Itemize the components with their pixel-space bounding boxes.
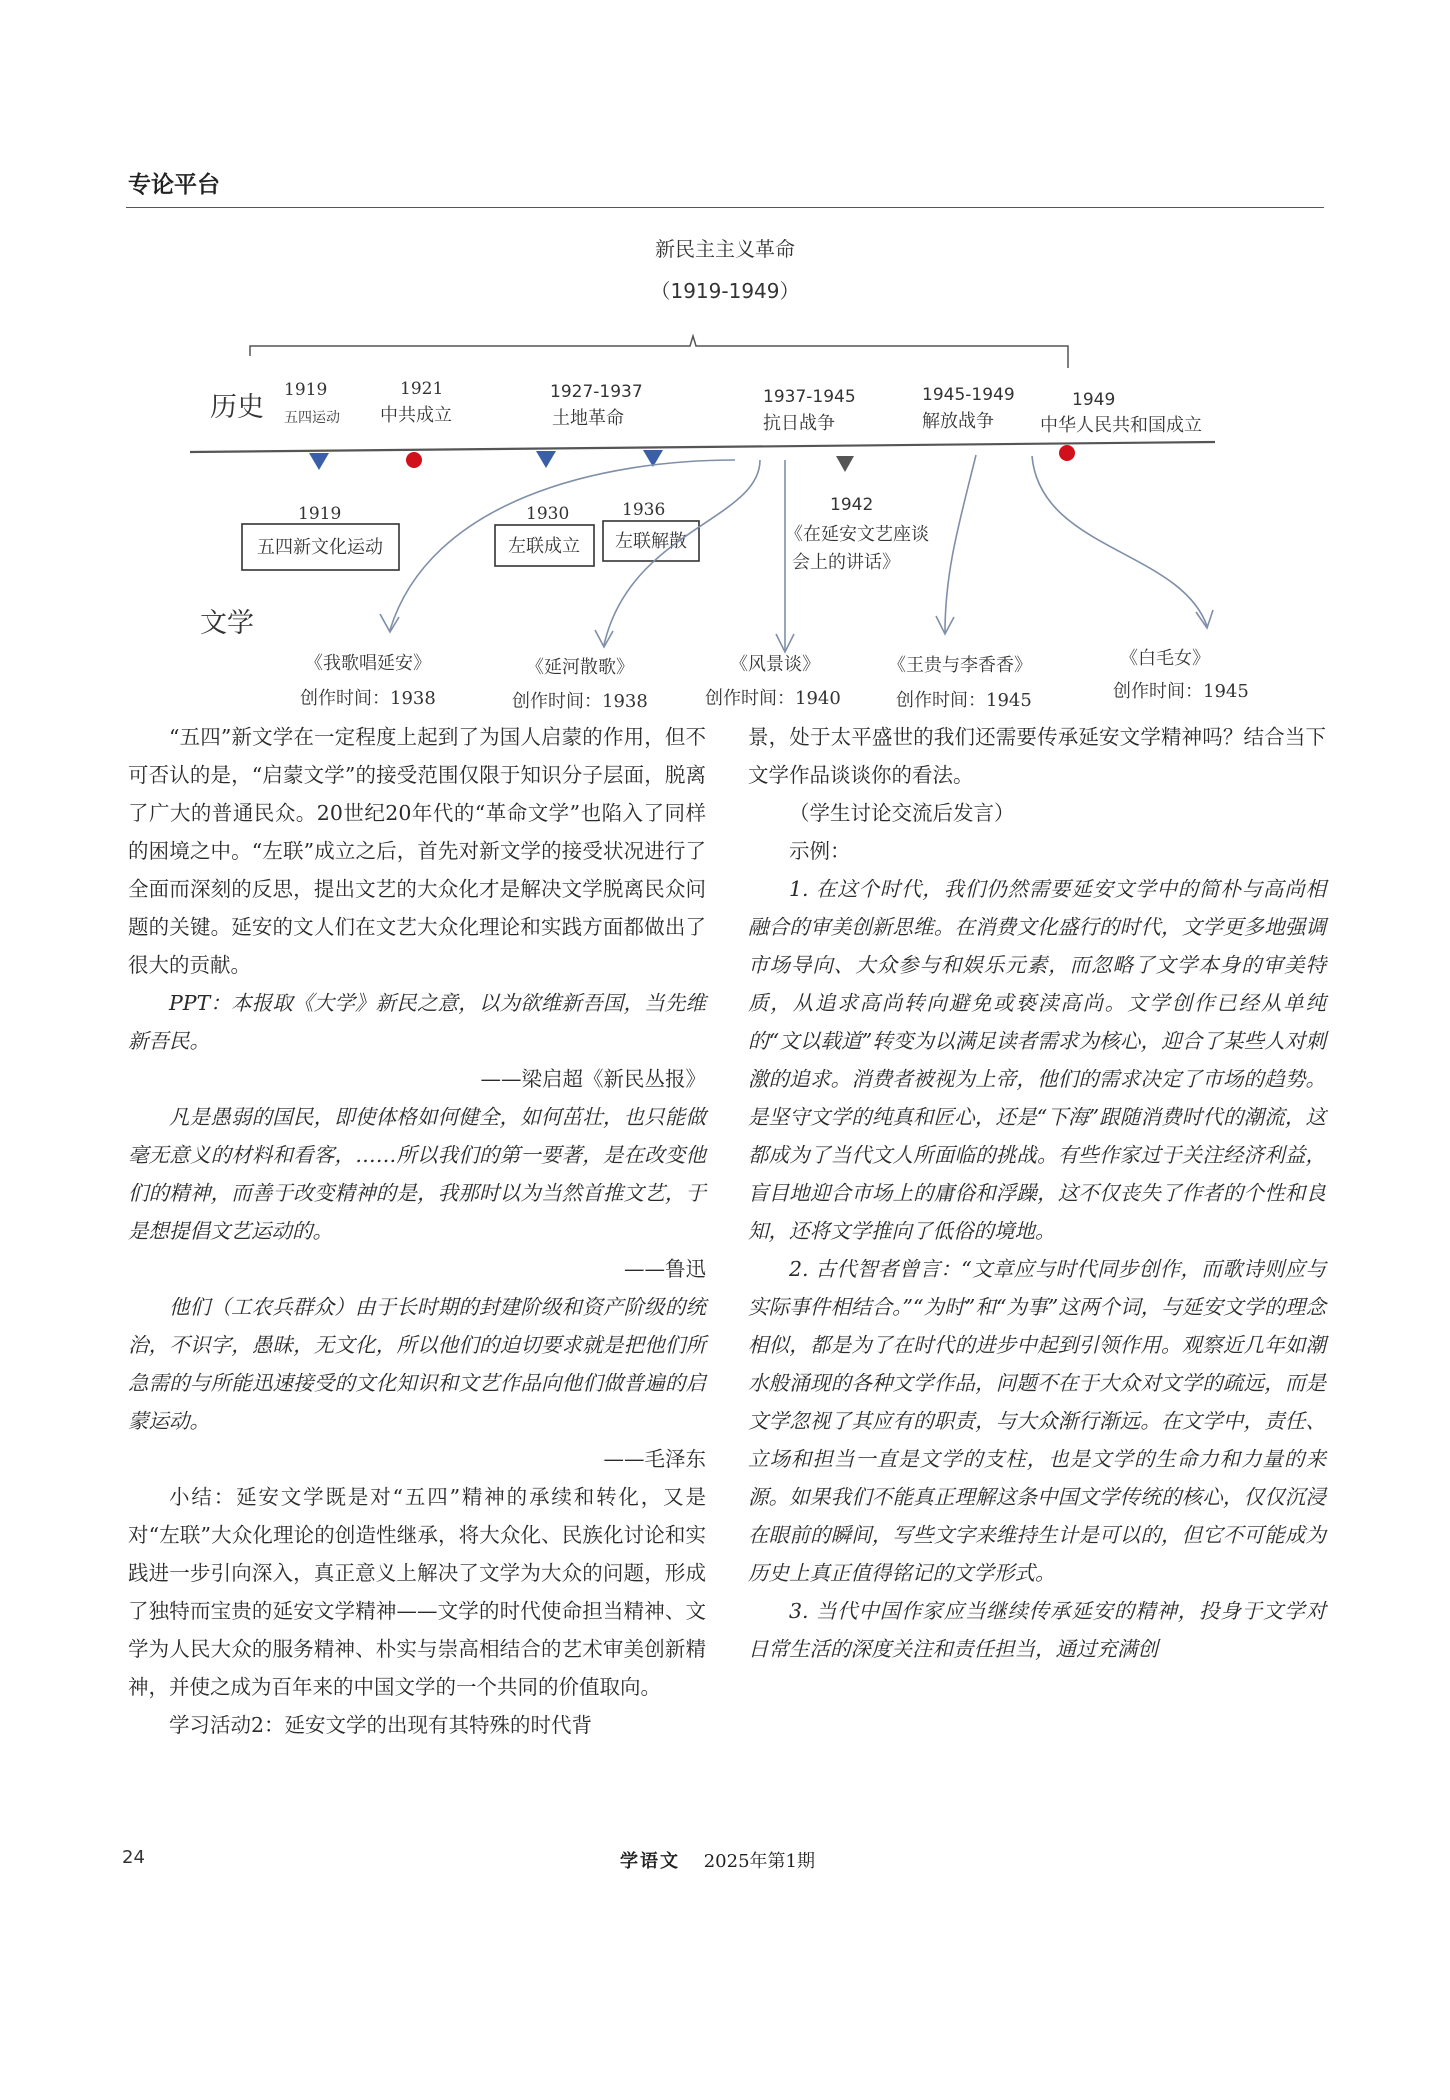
history-label: 历史: [210, 392, 264, 423]
page-number: 24: [122, 1847, 145, 1868]
literary-event: [495, 504, 594, 566]
example-paragraph: 3. 当代中国作家应当继续传承延安的精神，投身于文学对日常生活的深度关注和责任担当，通过充满创: [748, 1599, 1326, 1661]
history-event-year: 1919: [284, 380, 328, 400]
history-event-year: 1949: [1072, 390, 1116, 410]
literary-event-name: 五四新文化运动: [257, 537, 383, 558]
history-event: [550, 382, 643, 429]
journal-issue: 2025年第1期: [703, 1851, 815, 1872]
work-time: 创作时间：1945: [896, 690, 1032, 711]
body-paragraph: “五四”新文学在一定程度上起到了为国人启蒙的作用，但不可否认的是，“启蒙文学”的接受范围仅限于知识分子层面，脱离了广大的普通民众。20世纪20年代的“革命文学”也陷入了同样的困境之中。“左联”成立之后，首先对新文学的接受状况进行了全面而深刻的反思，提出文艺的大众化才是解决文学脱离民众问题的关键。延安的文人们在文艺大众化理论和实践方面都做出了很大的贡献。: [128, 725, 706, 977]
influence-arrow: [604, 460, 760, 645]
literary-event-name-line1: 《在延安文艺座谈: [785, 524, 929, 545]
literary-work: [300, 653, 436, 709]
period-brace: [250, 336, 1068, 368]
timeline-diagram: [0, 220, 1450, 720]
work-title: 《王贵与李香香》: [888, 655, 1032, 676]
literary-event-year: 1942: [830, 495, 874, 515]
literature-label: 文学: [200, 608, 254, 639]
quote-paragraph: 凡是愚弱的国民，即使体格如何健全，如何茁壮，也只能做毫无意义的材料和看客，……所以我们的第一要著，是在改变他们的精神，而善于改变精神的是，我那时以为当然首推文艺，于是想提倡文艺运动的。: [128, 1105, 706, 1243]
literary-event-name-line2: 会上的讲话》: [792, 552, 900, 573]
history-event-name: 五四运动: [284, 410, 340, 426]
history-event-name: 解放战争: [922, 411, 994, 432]
journal-info: [620, 1847, 815, 1873]
body-paragraph: （学生讨论交流后发言）: [789, 801, 1015, 825]
work-time: 创作时间：1940: [705, 688, 841, 709]
history-event-name: 土地革命: [552, 408, 624, 429]
history-event-name: 中华人民共和国成立: [1040, 415, 1202, 436]
influence-arrow: [1032, 456, 1207, 626]
literary-event-year: 1919: [298, 504, 342, 524]
body-paragraph: 小结：延安文学既是对“五四”精神的承续和转化，又是对“左联”大众化理论的创造性继承，将大众化、民族化讨论和实践进一步引向深入，真正意义上解决了文学为大众的问题，形成了独特而宝贵的延安文学精神——文学的时代使命担当精神、文学为人民大众的服务精神、朴实与崇高相结合的艺术审美创新精神，并使之成为百年来的中国文学的一个共同的价值取向。: [128, 1485, 706, 1699]
literary-work: [705, 654, 841, 709]
example-paragraph: 1. 在这个时代，我们仍然需要延安文学中的简朴与高尚相融合的审美创新思维。在消费文化盛行的时代，文学更多地强调市场导向、大众参与和娱乐元素，而忽略了文学本身的审美特质，从追求高尚转向避免或亵渎高尚。文学创作已经从单纯的“文以载道”转变为以满足读者需求为核心，迎合了某些人对刺激的追求。消费者被视为上帝，他们的需求决定了市场的趋势。是坚守文学的纯真和匠心，还是“下海”跟随消费时代的潮流，这都成为了当代文人所面临的挑战。有些作家过于关注经济利益，盲目地迎合市场上的庸俗和浮躁，这不仅丧失了作者的个性和良知，还将文学推向了低俗的境地。: [748, 877, 1326, 1243]
timeline-dot-marker: [406, 452, 422, 468]
quote-paragraph: PPT：本报取《大学》新民之意，以为欲维新吾国，当先维新吾民。: [128, 991, 706, 1053]
history-event-name: 抗日战争: [763, 413, 835, 434]
header-rule: [126, 207, 1324, 208]
right-column: [748, 718, 1326, 1668]
work-time: 创作时间：1938: [512, 691, 648, 712]
body-paragraph: 学习活动2：延安文学的出现有其特殊的时代背: [169, 1713, 593, 1737]
journal-name: 学语文: [620, 1851, 680, 1872]
history-event: [922, 385, 1015, 432]
history-event: [380, 379, 452, 426]
example-paragraph: 2. 古代智者曾言：“文章应与时代同步创作，而歌诗则应与实际事件相结合。”“为时”和“为事”这两个词，与延安文学的理念相似，都是为了在时代的进步中起到引领作用。观察近几年如潮水般涌现的各种文学作品，问题不在于大众对文学的疏远，而是文学忽视了其应有的职责，与大众渐行渐远。在文学中，责任、立场和担当一直是文学的支柱，也是文学的生命力和力量的来源。如果我们不能真正理解这条中国文学传统的核心，仅仅沉浸在眼前的瞬间，写些文字来维持生计是可以的，但它不可能成为历史上真正值得铭记的文学形式。: [748, 1257, 1326, 1585]
work-time: 创作时间：1945: [1113, 681, 1249, 702]
timeline-triangle-marker: [309, 453, 329, 470]
history-event-year: 1927-1937: [550, 382, 643, 402]
literary-event-name: 左联解散: [615, 531, 687, 552]
literary-work: [888, 655, 1032, 711]
left-column: [128, 718, 706, 1744]
timeline-triangle-marker: [536, 451, 556, 468]
literary-event-year: 1936: [622, 500, 666, 520]
history-event: [1040, 390, 1202, 436]
work-time: 创作时间：1938: [300, 688, 436, 709]
period-title: 新民主主义革命: [655, 237, 795, 261]
literary-event-year: 1930: [526, 504, 570, 524]
literary-event: [785, 495, 929, 573]
history-event-year: 1937-1945: [763, 387, 856, 407]
literary-event: [242, 504, 399, 570]
literary-work: [1113, 648, 1249, 702]
history-event: [284, 380, 340, 426]
body-paragraph: 示例：: [789, 839, 851, 863]
history-event-year: 1945-1949: [922, 385, 1015, 405]
literary-work: [512, 657, 648, 712]
section-label: 专论平台: [128, 172, 220, 198]
quote-source: ——鲁迅: [624, 1257, 706, 1281]
history-event-name: 中共成立: [380, 405, 452, 426]
body-paragraph: 景，处于太平盛世的我们还需要传承延安文学精神吗？结合当下文学作品谈谈你的看法。: [748, 725, 1326, 787]
quote-source: ——毛泽东: [603, 1447, 706, 1471]
timeline-dot-marker: [1059, 445, 1075, 461]
history-event-year: 1921: [400, 379, 444, 399]
history-event: [763, 387, 856, 434]
work-title: 《风景谈》: [730, 654, 820, 675]
timeline-triangle-marker: [836, 456, 854, 472]
work-title: 《延河散歌》: [526, 657, 634, 678]
quote-source: ——梁启超《新民丛报》: [480, 1067, 706, 1091]
quote-paragraph: 他们（工农兵群众）由于长时期的封建阶级和资产阶级的统治，不识字，愚昧，无文化，所以他们的迫切要求就是把他们所急需的与所能迅速接受的文化知识和文艺作品向他们做普遍的启蒙运动。: [128, 1295, 706, 1433]
period-years: （1919-1949）: [650, 279, 800, 303]
literary-event-name: 左联成立: [508, 536, 580, 557]
work-title: 《我歌唱延安》: [305, 653, 431, 674]
literary-event: [603, 500, 699, 561]
page-footer: [0, 1847, 1450, 1877]
work-title: 《白毛女》: [1120, 648, 1210, 669]
influence-arrow: [945, 455, 976, 632]
